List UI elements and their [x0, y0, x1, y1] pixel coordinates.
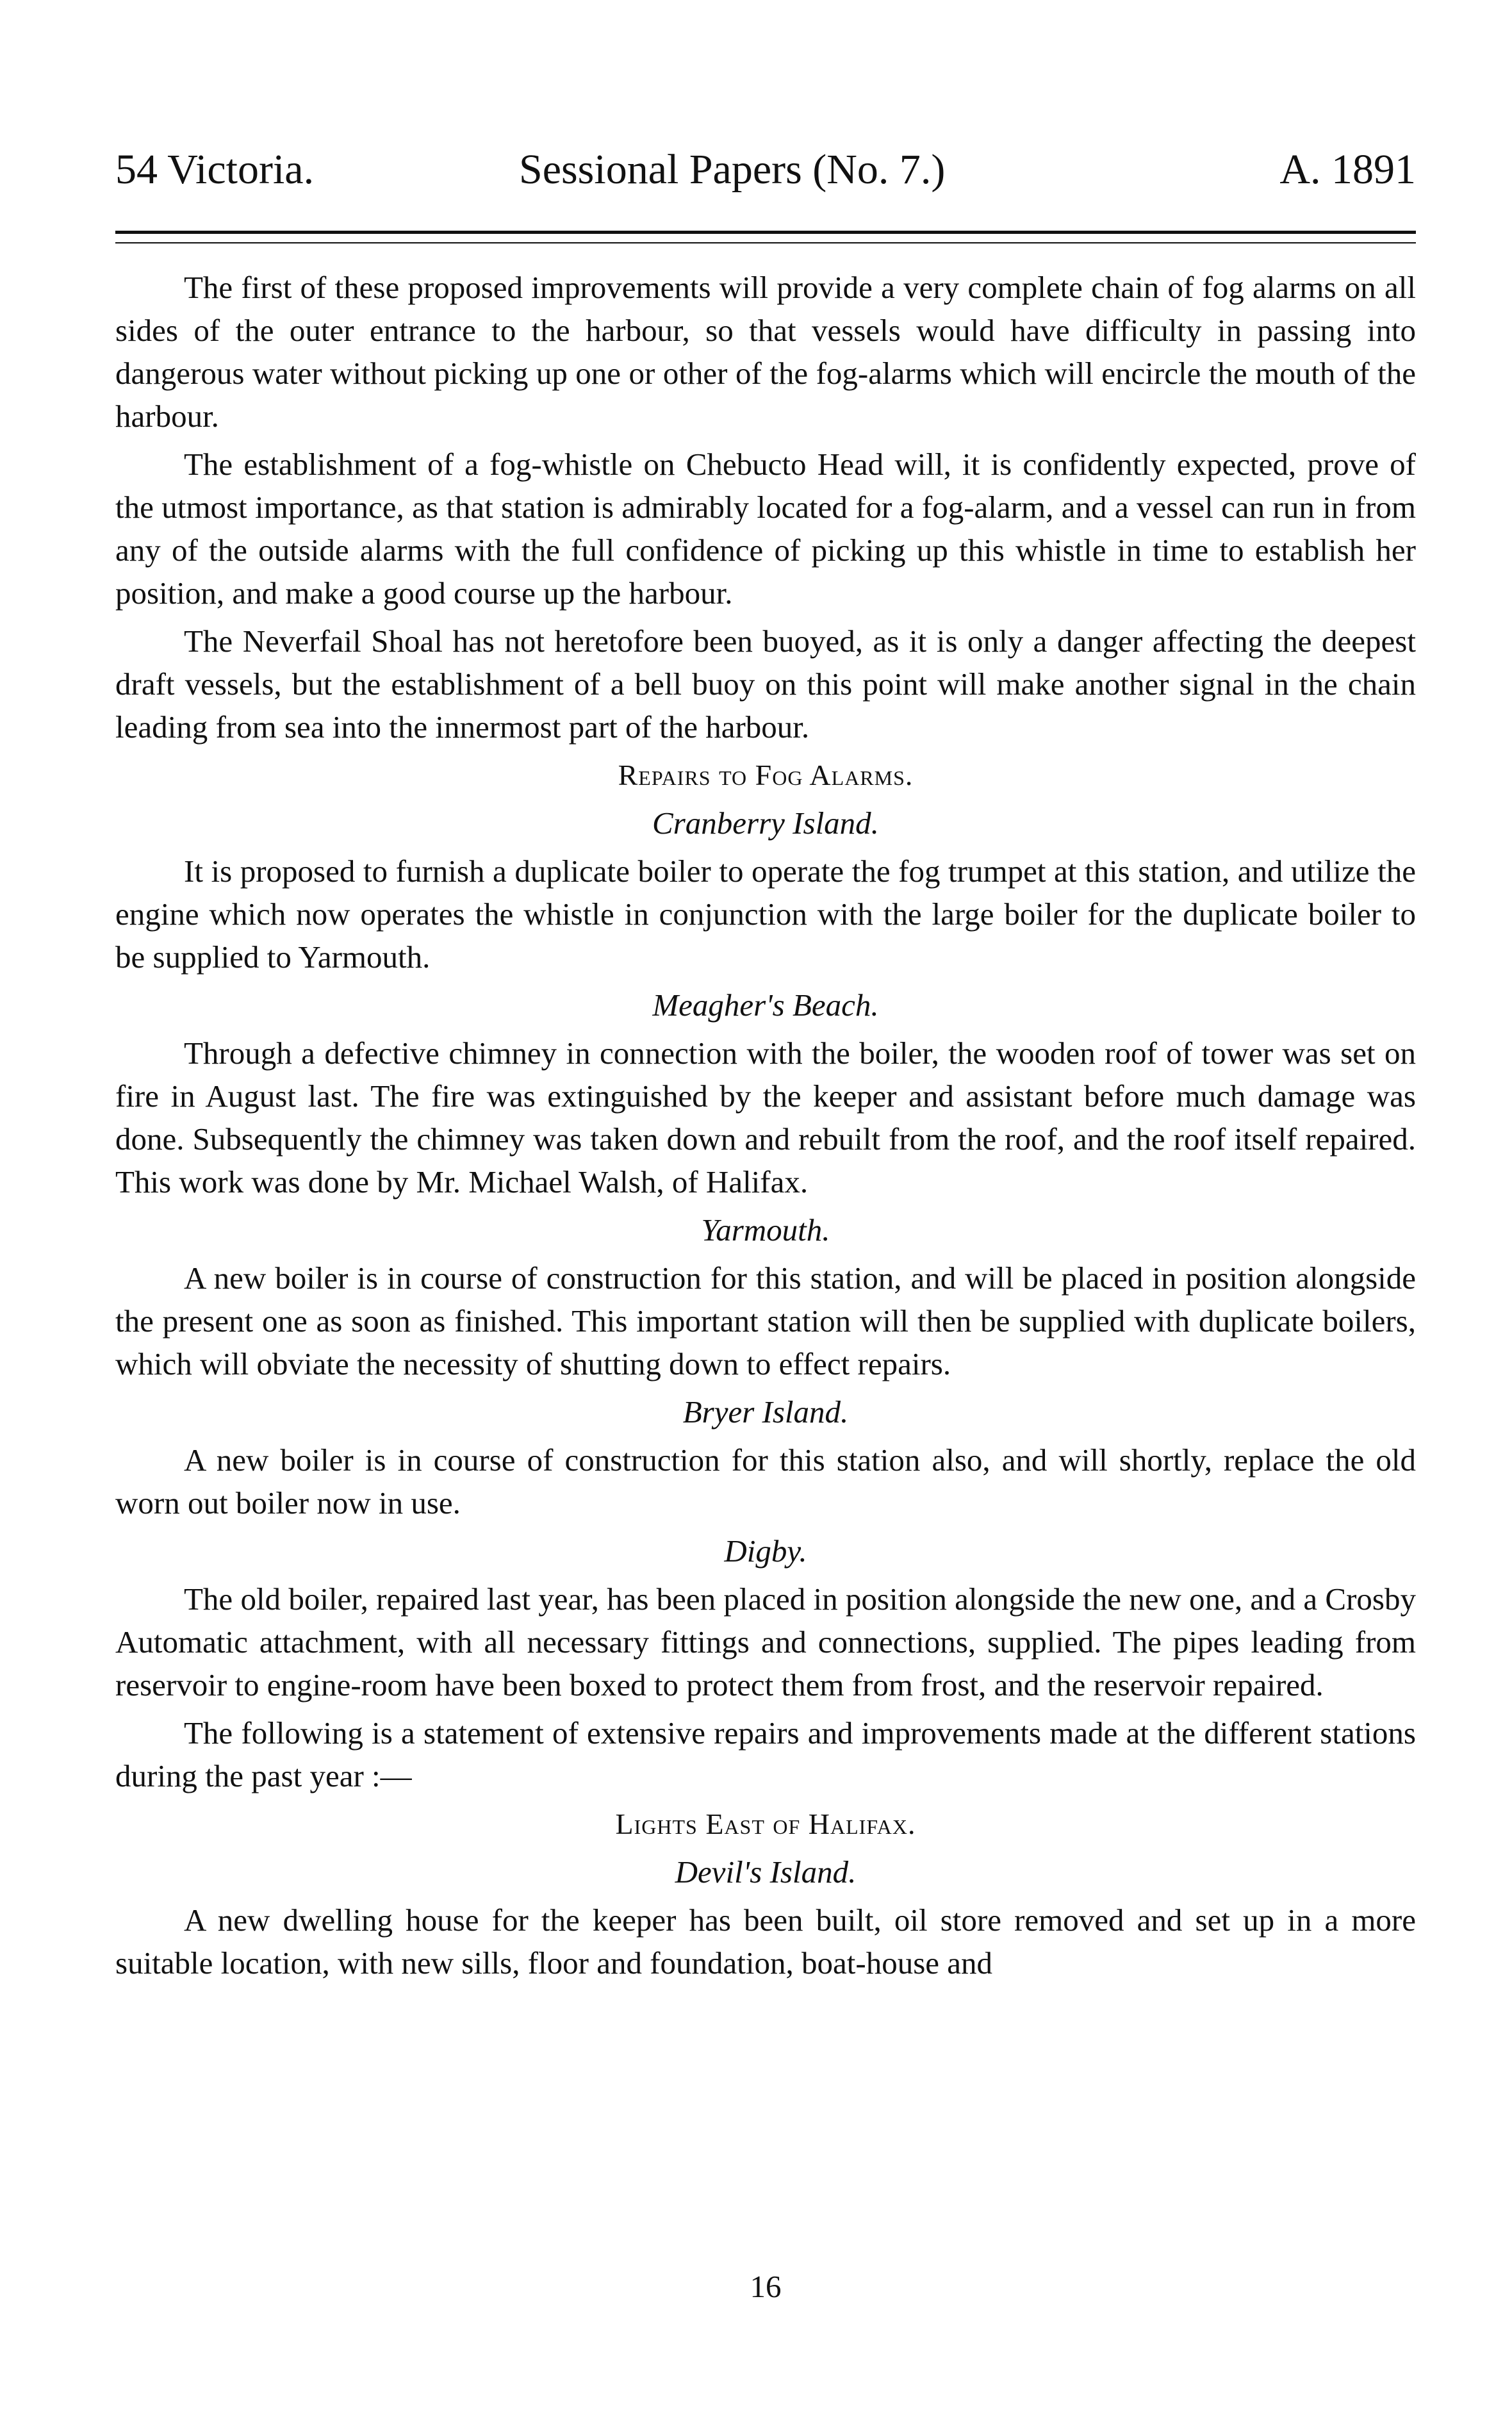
- header-title: Sessional Papers (No. 7.): [519, 146, 946, 193]
- subheading: Meagher's Beach.: [652, 987, 879, 1023]
- subheading: Devil's Island.: [675, 1854, 857, 1890]
- subheading: Yarmouth.: [701, 1212, 830, 1248]
- paragraph: It is proposed to furnish a duplicate boiler to operate the fog trumpet at this station, and utilize the engine which now operates the whistle in conjunction with the large boiler for the duplicate boiler to be supplied to Yarmouth.: [115, 853, 1416, 975]
- paragraph: A new dwelling house for the keeper has been built, oil store removed and set up in a more suitable location, with new sills, floor and foundation, boat-house and: [115, 1902, 1416, 1981]
- document-body: [115, 266, 1416, 1990]
- paragraph: Through a defective chimney in connection with the boiler, the wooden roof of tower was set on fire in August last. The fire was extinguished by the keeper and assistant before much damage was done. Subsequently the chimney was taken down and rebuilt from the roof, and the roof itself repaired. This work was done by Mr. Michael Walsh, of Halifax.: [115, 1035, 1416, 1199]
- section-heading: Repairs to Fog Alarms.: [618, 759, 914, 791]
- paragraph: The following is a statement of extensive repairs and improvements made at the different stations during the past year :—: [115, 1715, 1416, 1793]
- header-session: 54 Victoria.: [115, 146, 315, 193]
- header-year: A. 1891: [1279, 146, 1416, 193]
- paragraph: A new boiler is in course of construction for this station, and will be placed in position alongside the present one as soon as finished. This important station will then be supplied with duplicate boilers, which will obviate the necessity of shutting down to effect repairs.: [115, 1260, 1416, 1381]
- running-header: [115, 135, 1416, 205]
- subheading: Digby.: [724, 1533, 807, 1569]
- paragraph: The old boiler, repaired last year, has been placed in position alongside the new one, and a Crosby Automatic attachment, with all necessary fittings and connections, supplied. The pipes leading from reservoir to engine-room have been boxed to protect them from frost, and the reservoir repaired.: [115, 1581, 1416, 1702]
- page-number: 16: [750, 2269, 782, 2304]
- paragraph: A new boiler is in course of construction for this station also, and will shortly, replace the old worn out boiler now in use.: [115, 1442, 1416, 1520]
- paragraph: The establishment of a fog-whistle on Chebucto Head will, it is confidently expected, prove of the utmost importance, as that station is admirably located for a fog-alarm, and a vessel can run in from any of the outside alarms with the full confidence of picking up this whistle in time to establish her position, and make a good course up the harbour.: [115, 447, 1416, 611]
- paragraph: The Neverfail Shoal has not heretofore been buoyed, as it is only a danger affecting the deepest draft vessels, but the establishment of a bell buoy on this point will make another signal in the chain leading from sea into the innermost part of the harbour.: [115, 623, 1416, 745]
- section-heading: Lights East of Halifax.: [615, 1808, 916, 1840]
- subheading: Bryer Island.: [682, 1394, 849, 1430]
- paragraph: The first of these proposed improvements will provide a very complete chain of fog alarms on all sides of the outer entrance to the harbour, so that vessels would have difficulty in passing into dangerous water without picking up one or other of the fog-alarms which will encircle the mouth of the harbour.: [115, 270, 1416, 434]
- header-rule-thin: [115, 242, 1416, 243]
- header-rule-thick: [115, 231, 1416, 234]
- subheading: Cranberry Island.: [652, 805, 879, 841]
